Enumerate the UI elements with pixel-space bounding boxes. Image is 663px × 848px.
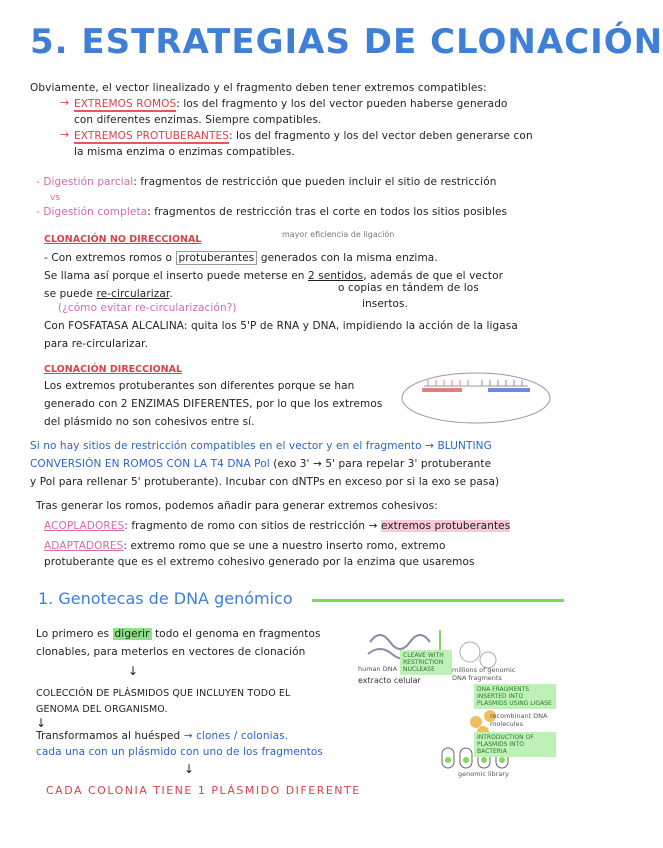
digestion-complete-label: Digestión completa [43, 206, 148, 218]
digestion-partial-label: Digestión parcial [43, 176, 134, 188]
adaptadores-line [44, 540, 445, 552]
blunting-line1-text: Si no hay sitios de restricción compatibles en el vector y en el fragmento [30, 440, 422, 452]
gen-line5-text: Transformamos al huésped [36, 730, 181, 742]
blunting-line2-b: (exo 3' → 5' para repelar 3' protuberante [273, 458, 492, 470]
section-heading-genotecas: 1. Genotecas de DNA genómico [38, 589, 293, 608]
adaptadores-label: ADAPTADORES [44, 540, 124, 552]
blunting-line-3: y Pol para rellenar 5' protuberante). Incubar con dNTPs en exceso por si la exo se pasa) [30, 476, 500, 488]
blunting-label: BLUNTING [437, 440, 492, 452]
title-text: ESTRATEGIAS DE CLONACIÓN [81, 22, 663, 62]
gen-line1-a: Lo primero es [36, 628, 110, 640]
copies-note-2: insertos. [362, 298, 409, 310]
non-directional-line-4: Con FOSFATASA ALCALINA: quita los 5'P de RNA y DNA, impidiendo la acción de la ligasa [44, 320, 518, 332]
figure-introduction: INTRODUCTION OF PLASMIDS INTO BACTERIA [474, 732, 556, 757]
nd-line3-underlined: re-circularizar [96, 288, 170, 300]
directional-line-2: generado con 2 ENZIMAS DIFERENTES, por lo que los extremos [44, 398, 383, 410]
arrow-icon: → [60, 128, 70, 141]
bullet-blunt-text: : los del fragmento y los del vector pueden haberse generado [176, 98, 508, 110]
genotecas-line-6: cada una con un plásmido con uno de los fragmentos [36, 746, 323, 758]
arrow-icon: → [60, 96, 70, 109]
adaptadores-text: : extremo romo que se une a nuestro inserto romo, extremo [123, 540, 446, 552]
blunting-line-4: Tras generar los romos, podemos añadir para generar extremos cohesivos: [36, 500, 438, 512]
nd-line3-a: se puede [44, 288, 93, 300]
nd-line2-a: Se llama así porque el inserto puede meterse en [44, 270, 305, 282]
acopladores-text: : fragmento de romo con sitios de restricción [124, 520, 366, 532]
nd-line2-b: , además de que el vector [363, 270, 504, 282]
blunting-line-2 [30, 458, 491, 470]
figure-recombinant: recombinant DNA molecules [490, 712, 548, 728]
non-directional-line-5: para re-circularizar. [44, 338, 149, 350]
bullet-sticky-cont: la misma enzima o enzimas compatibles. [74, 146, 295, 158]
digestion-complete: - Digestión completa: fragmentos de restricción tras el corte en todos los sitios posibles [36, 206, 508, 218]
acopladores-result: extremos protuberantes [380, 520, 511, 532]
arrow-icon: ↓ [184, 762, 195, 776]
section-heading-directional: CLONACIÓN DIRECCIONAL [44, 364, 183, 375]
nd-line2-underlined: 2 sentidos [308, 270, 364, 282]
arrow-icon: → [425, 440, 435, 452]
plasmid-diagram [398, 366, 554, 428]
heading-rule [312, 599, 564, 602]
acopladores-label: ACOPLADORES [44, 520, 125, 532]
intro-line: Obviamente, el vector linealizado y el fragmento deben tener extremos compatibles: [30, 82, 487, 94]
figure-library: genomic library [458, 770, 509, 778]
non-directional-line-3 [44, 288, 173, 300]
genotecas-line-7: CADA COLONIA TIENE 1 PLÁSMIDO DIFERENTE [46, 784, 361, 797]
directional-line-1: Los extremos protuberantes son diferentes porque se han [44, 380, 355, 392]
acopladores-line [44, 520, 510, 532]
blunting-line2-a: CONVERSIÓN EN ROMOS CON LA T4 DNA Pol [30, 458, 270, 470]
arrow-icon: → [368, 520, 378, 532]
nd-line1-boxed: protuberantes [176, 251, 258, 265]
figure-extract: extracto celular [358, 676, 421, 685]
bullet-blunt-label: EXTREMOS ROMOS [74, 98, 177, 110]
bullet-sticky-label: EXTREMOS PROTUBERANTES [74, 130, 229, 142]
figure-cleave: CLEAVE WITH RESTRICTION NUCLEASE [400, 650, 452, 675]
blunting-line-1 [30, 440, 492, 452]
bullet-sticky [74, 130, 533, 142]
bullet-sticky-text: : los del fragmento y los del vector deben generarse con [228, 130, 533, 142]
digestion-partial-text: : fragmentos de restricción que pueden incluir el sitio de restricción [133, 176, 497, 188]
genotecas-line-4: GENOMA DEL ORGANISMO. [36, 704, 168, 715]
gen-line1-b: todo el genoma en fragmentos [154, 628, 321, 640]
figure-millions: millions of genomic DNA fragments [452, 666, 516, 682]
efficiency-annotation: mayor eficiencia de ligación [282, 230, 395, 239]
adaptadores-cont: protuberante que es el extremo cohesivo generado por la enzima que usaremos [44, 556, 475, 568]
nd-line1-b: generados con la misma enzima. [260, 252, 438, 264]
genotecas-line-1 [36, 628, 321, 640]
non-directional-line-1 [44, 252, 438, 264]
digestion-partial: - Digestión parcial: fragmentos de restricción que pueden incluir el sitio de restricción [36, 176, 497, 188]
digestion-complete-text: : fragmentos de restricción tras el corte en todos los sitios posibles [147, 206, 508, 218]
bullet-blunt-cont: con diferentes enzimas. Siempre compatibles. [74, 114, 322, 126]
genotecas-line-5 [36, 730, 288, 742]
arrow-icon: ↓ [36, 716, 47, 730]
figure-insert: DNA FRAGMENTS INSERTED INTO PLASMIDS USING LIGASE [474, 684, 556, 709]
directional-line-3: del plásmido no son cohesivos entre sí. [44, 416, 255, 428]
nd-line1-a: - Con extremos romos o [44, 252, 173, 264]
figure-human-dna: human DNA [358, 665, 398, 673]
gen-line1-highlight: digerir [114, 628, 150, 640]
genotecas-line-3: COLECCIÓN DE PLÁSMIDOS QUE INCLUYEN TODO EL [36, 688, 291, 699]
arrow-icon: → [183, 730, 193, 742]
bullet-blunt [74, 98, 508, 110]
page-title [30, 22, 663, 62]
section-heading-non-directional: CLONACIÓN NO DIRECCIONAL [44, 234, 202, 245]
question-note: (¿cómo evitar re-circularización?) [58, 302, 237, 314]
copies-note: o copias en tándem de los [338, 282, 479, 294]
genotecas-line-2: clonables, para meterlos en vectores de clonación [36, 646, 306, 658]
gen-line5-blue: clones / colonias. [196, 730, 289, 742]
nd-line3-b: . [169, 288, 173, 300]
arrow-icon: ↓ [128, 664, 139, 678]
title-number: 5. [30, 22, 69, 62]
digestion-vs: vs [50, 193, 61, 203]
non-directional-line-2 [44, 270, 503, 282]
